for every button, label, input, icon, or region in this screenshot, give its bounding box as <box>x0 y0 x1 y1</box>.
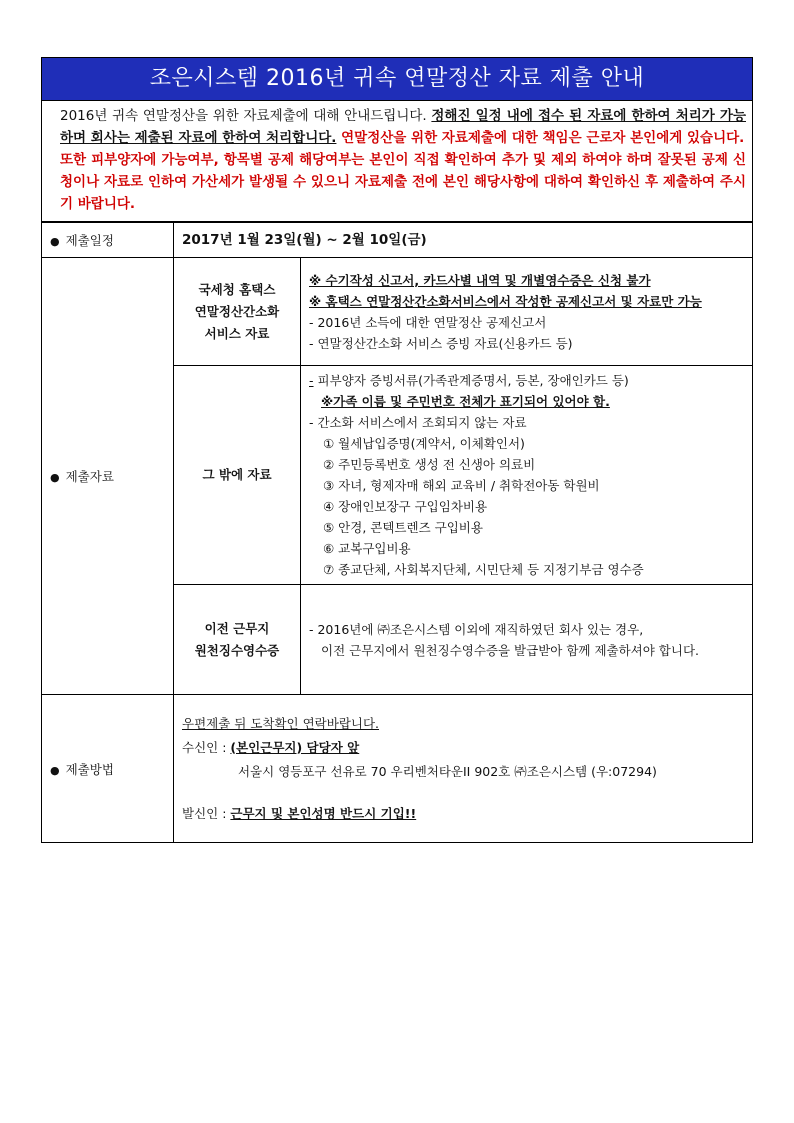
list-item: ② 주민등록번호 생성 전 신생아 의료비 <box>323 457 536 472</box>
dash: - <box>309 373 314 388</box>
previous-line: 이전 근무지에서 원천징수영수증을 발급받아 함께 제출하셔야 합니다. <box>321 642 699 658</box>
document-title: 조은시스템 2016년 귀속 연말정산 자료 제출 안내 <box>41 57 753 101</box>
previous-title-line: 원천징수영수증 <box>194 642 280 658</box>
schedule-row <box>42 223 753 258</box>
hometax-title-line: 서비스 자료 <box>204 325 270 341</box>
intro-responsibility: 연말정산을 위한 자료제출에 대한 책임은 근로자 본인에게 있습니다. <box>336 130 745 146</box>
previous-line: - 2016년에 ㈜조은시스템 이외에 재직하였던 회사 있는 경우, <box>309 621 644 637</box>
other-item <box>309 370 744 391</box>
other-note: ※가족 이름 및 주민번호 전체가 표기되어 있어야 함. <box>321 394 610 409</box>
list-item: ⑦ 종교단체, 사회복지단체, 시민단체 등 지정기부금 영수증 <box>323 562 644 577</box>
intro-line-1 <box>48 105 746 149</box>
list-item: ① 월세납입증명(계약서, 이체확인서) <box>323 436 525 451</box>
bullet-icon: ● <box>50 471 60 484</box>
list-item: ④ 장애인보장구 구입임차비용 <box>323 499 488 514</box>
sender-label: 발신인 : <box>182 805 231 821</box>
schedule-value: 2017년 1월 23일(월) ~ 2월 10일(금) <box>174 223 753 258</box>
intro-deadline-notice: 정해진 일정 내에 접수 된 자료에 한하여 처리가 가능하며 회사는 제출된 자료에 한하여 처리합니다. <box>60 108 746 146</box>
hometax-title <box>174 258 301 366</box>
hometax-item: - 2016년 소득에 대한 연말정산 공제신고서 <box>309 314 547 330</box>
intro-paragraph <box>41 101 753 222</box>
recipient-address: 서울시 영등포구 선유로 70 우리벤처타운II 902호 ㈜조은시스템 (우:07294) <box>238 763 657 779</box>
schedule-label-cell <box>42 223 174 258</box>
list-item: ⑤ 안경, 콘텍트렌즈 구입비용 <box>323 520 483 535</box>
document <box>41 57 753 843</box>
recipient-line <box>182 736 744 760</box>
method-label-cell <box>42 695 174 843</box>
bullet-icon: ● <box>50 763 60 777</box>
other-title: 그 밖에 자료 <box>174 366 301 585</box>
sender-value: 근무지 및 본인성명 반드시 기입!! <box>230 805 417 821</box>
previous-title-line: 이전 근무지 <box>204 620 270 636</box>
method-note: 우편제출 뒤 도착확인 연락바랍니다. <box>182 715 380 731</box>
intro-warning: 또한 피부양자에 가능여부, 항목별 공제 해당여부는 본인이 직접 확인하여 추가 및 제외 하여야 하며 잘못된 공제 신청이나 자료로 인하여 가산세가 발생될 수 있으니 자료제출 전에 본인 해당사항에 대하여 확인하신 후 제출하여 주시기 바랍니다. <box>60 152 746 212</box>
hometax-notice: ※ 홈택스 연말정산간소화서비스에서 작성한 공제신고서 및 자료만 가능 <box>309 293 702 309</box>
hometax-item: - 연말정산간소화 서비스 증빙 자료(신용카드 등) <box>309 335 573 351</box>
list-item: ③ 자녀, 형제자매 해외 교육비 / 취학전아동 학원비 <box>323 478 600 493</box>
hometax-title-line: 국세청 홈택스 <box>198 281 276 297</box>
other-item-text: 피부양자 증빙서류(가족관계증명서, 등본, 장애인카드 등) <box>313 373 629 388</box>
info-table <box>41 222 753 843</box>
previous-content <box>301 585 753 695</box>
hometax-content <box>301 258 753 366</box>
materials-label-cell <box>42 258 174 695</box>
method-row <box>42 695 753 843</box>
other-item: - 간소화 서비스에서 조회되지 않는 자료 <box>309 415 527 430</box>
hometax-title-line: 연말정산간소화 <box>194 303 280 319</box>
recipient-value: (본인근무지) 담당자 앞 <box>230 739 360 755</box>
intro-text: 2016년 귀속 연말정산을 위한 자료제출에 대해 안내드립니다. <box>60 108 432 124</box>
hometax-notice: ※ 수기작성 신고서, 카드사별 내역 및 개별영수증은 신청 불가 <box>309 272 651 288</box>
method-label: 제출방법 <box>65 761 114 777</box>
list-item: ⑥ 교복구입비용 <box>323 541 411 556</box>
method-content <box>174 695 753 843</box>
other-content <box>301 366 753 585</box>
bullet-icon: ● <box>50 235 60 248</box>
recipient-label: 수신인 : <box>182 739 231 755</box>
sender-line <box>182 802 744 826</box>
hometax-row <box>42 258 753 366</box>
previous-title <box>174 585 301 695</box>
schedule-label: 제출일정 <box>65 233 114 248</box>
materials-label: 제출자료 <box>65 469 114 484</box>
